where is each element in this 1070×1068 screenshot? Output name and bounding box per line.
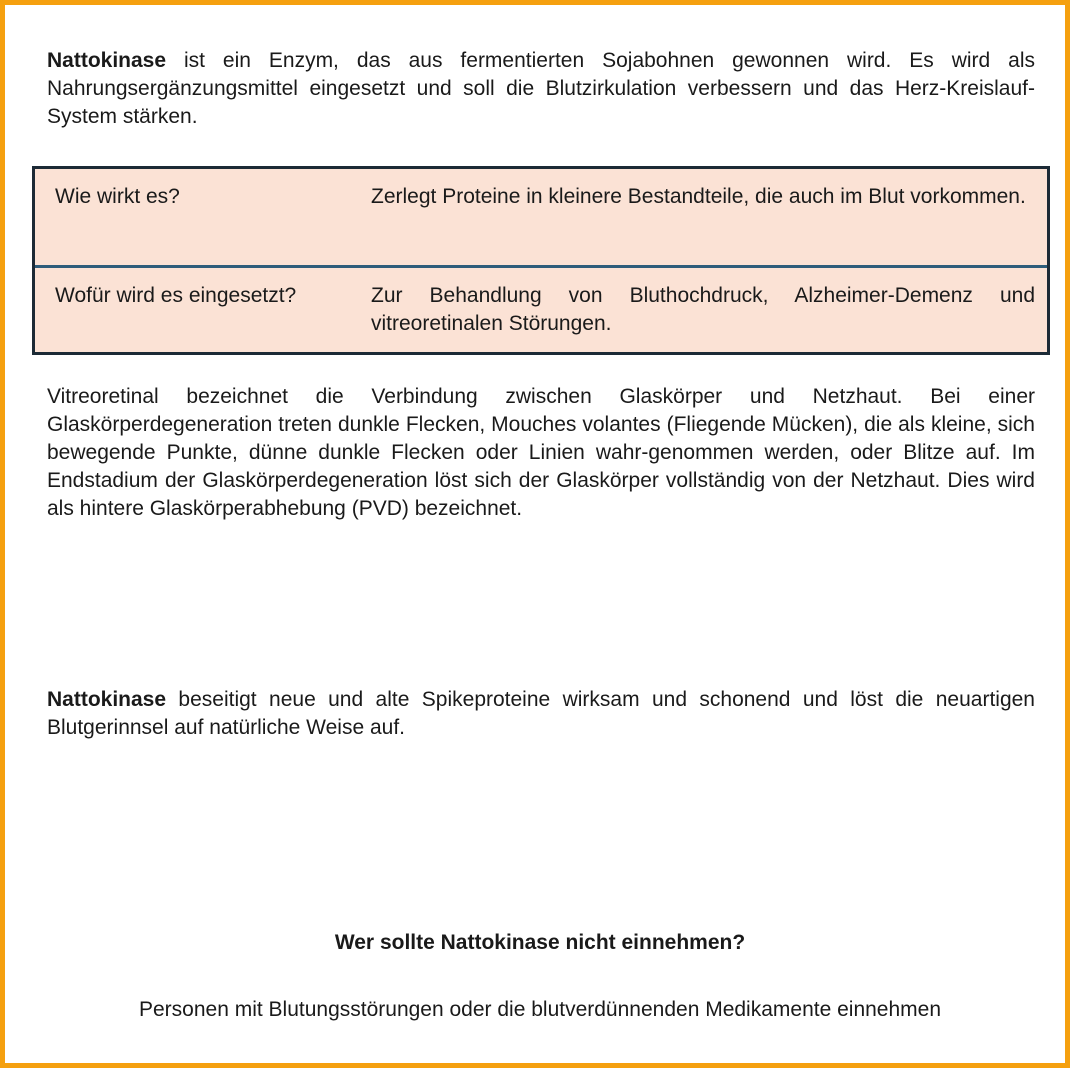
table-row — [35, 169, 1047, 268]
row-label-usage: Wofür wird es eingesetzt? — [55, 284, 297, 307]
warning-heading: Wer sollte Nattokinase nicht einnehmen? — [334, 931, 746, 954]
info-table — [32, 166, 1050, 355]
spike-paragraph — [47, 686, 1035, 742]
row-value-how-it-works: Zerlegt Proteine in kleinere Bestandteile, die auch im Blut vorkommen. — [371, 185, 1026, 208]
row-label-how-it-works: Wie wirkt es? — [55, 185, 180, 208]
spike-text: beseitigt neue und alte Spikeproteine wirksam und schonend und löst die neuartigen Blutgerinnsel auf natürliche Weise auf. — [47, 688, 1035, 739]
row-value-usage: Zur Behandlung von Bluthochdruck, Alzheimer-Demenz und vitreoretinalen Störungen. — [371, 284, 1035, 335]
intro-term: Nattokinase — [47, 49, 167, 72]
table-row — [35, 268, 1047, 355]
intro-text: ist ein Enzym, das aus fermentierten Sojabohnen gewonnen wird. Es wird als Nahrungsergänzungsmittel eingesetzt und soll die Blutzirkulation verbessern und das Herz-Kreislauf-System stärken. — [47, 49, 1035, 128]
intro-paragraph — [47, 47, 1035, 131]
warning-text: Personen mit Blutungsstörungen oder die blutverdünnenden Medikamente einnehmen — [138, 998, 942, 1021]
spike-term: Nattokinase — [47, 688, 167, 711]
vitreoretinal-paragraph: Vitreoretinal bezeichnet die Verbindung zwischen Glaskörper und Netzhaut. Bei einer Glaskörperdegeneration treten dunkle Flecken, Mouches volantes (Fliegende Mücken), die als kleine, sich bewegende Punkte, dünne dunkle Flecken oder Linien wahr-genommen werden, oder Blitze auf. Im Endstadium der Glaskörperdegeneration löst sich der Glaskörper vollständig von der Netzhaut. Dies wird als hintere Glaskörperabhebung (PVD) bezeichnet. — [47, 385, 1035, 520]
